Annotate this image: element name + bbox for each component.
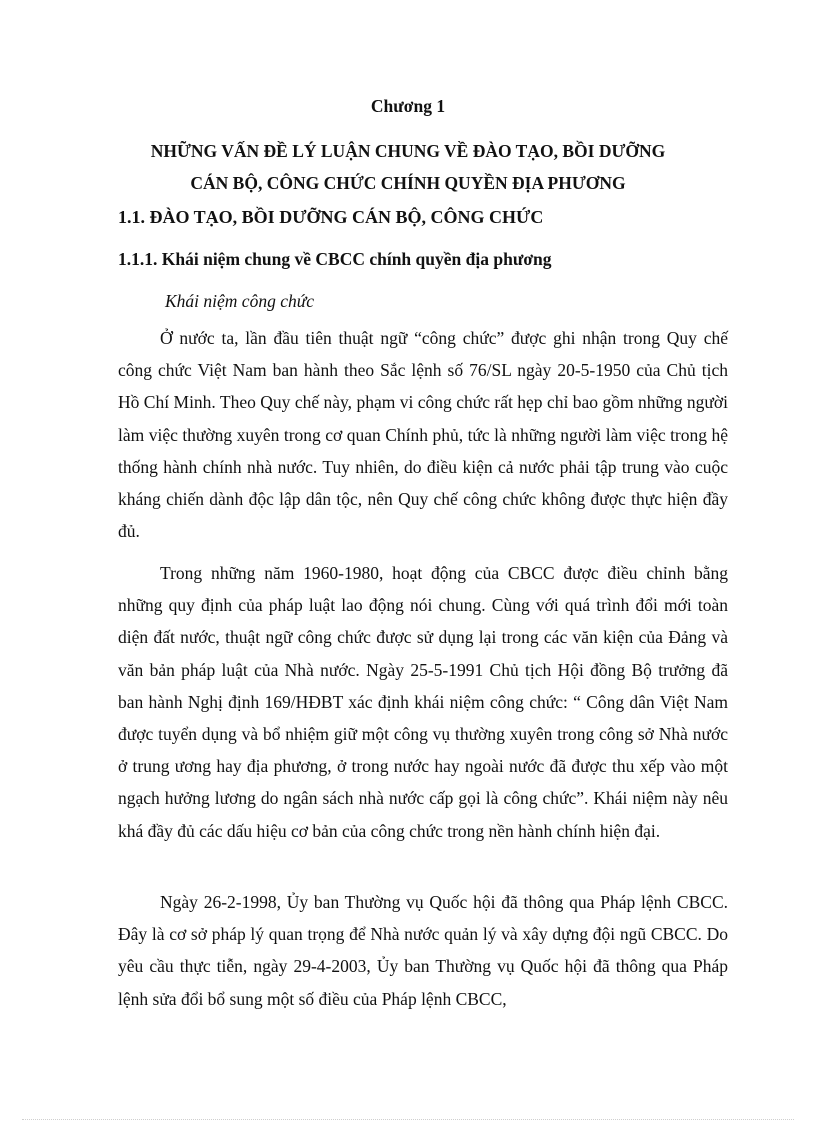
- italic-subheading: Khái niệm công chức: [165, 291, 315, 311]
- chapter-title-line-1: NHỮNG VẤN ĐỀ LÝ LUẬN CHUNG VỀ ĐÀO TẠO, BỒI DƯỠNG: [150, 141, 666, 161]
- paragraph-1: Ở nước ta, lần đầu tiên thuật ngữ “công chức” được ghi nhận trong Quy chế công chức Việt Nam ban hành theo Sắc lệnh số 76/SL ngày 20-5-1950 của Chủ tịch Hồ Chí Minh. Theo Quy chế này, phạm vi công chức rất hẹp chỉ bao gồm những người làm việc thường xuyên trong cơ quan Chính phủ, tức là những người làm việc trong hệ thống hành chính nhà nước. Tuy nhiên, do điều kiện cả nước phải tập trung vào cuộc kháng chiến dành độc lập dân tộc, nên Quy chế công chức không được thực hiện đầy đủ.: [118, 328, 728, 542]
- chapter-label: Chương 1: [370, 96, 446, 116]
- page-bottom-divider: [22, 1119, 794, 1120]
- chapter-title-line-2: CÁN BỘ, CÔNG CHỨC CHÍNH QUYỀN ĐỊA PHƯƠNG: [190, 173, 626, 193]
- paragraph-3: Ngày 26-2-1998, Ủy ban Thường vụ Quốc hội đã thông qua Pháp lệnh CBCC. Đây là cơ sở pháp lý quan trọng để Nhà nước quản lý và xây dựng đội ngũ CBCC. Do yêu cầu thực tiễn, ngày 29-4-2003, Ủy ban Thường vụ Quốc hội đã thông qua Pháp lệnh sửa đổi bổ sung một số điều của Pháp lệnh CBCC,: [118, 892, 728, 1009]
- subsection-heading: 1.1.1. Khái niệm chung về CBCC chính quyền địa phương: [118, 249, 552, 269]
- chapter-title: [100, 135, 716, 199]
- section-heading: 1.1. ĐÀO TẠO, BỒI DƯỠNG CÁN BỘ, CÔNG CHỨC: [118, 207, 544, 227]
- paragraph-2: Trong những năm 1960-1980, hoạt động của CBCC được điều chỉnh bằng những quy định của pháp luật lao động nói chung. Cùng với quá trình đổi mới toàn diện đất nước, thuật ngữ công chức được sử dụng lại trong các văn kiện của Đảng và văn bản pháp luật của Nhà nước. Ngày 25-5-1991 Chủ tịch Hội đồng Bộ trưởng đã ban hành Nghị định 169/HĐBT xác định khái niệm công chức: “ Công dân Việt Nam được tuyển dụng và bổ nhiệm giữ một công vụ thường xuyên trong công sở Nhà nước ở trung ương hay địa phương, ở trong nước hay ngoài nước đã được thu xếp vào một ngạch hưởng lương do ngân sách nhà nước cấp gọi là công chức”. Khái niệm này nêu khá đầy đủ các dấu hiệu cơ bản của công chức trong nền hành chính hiện đại.: [118, 563, 728, 841]
